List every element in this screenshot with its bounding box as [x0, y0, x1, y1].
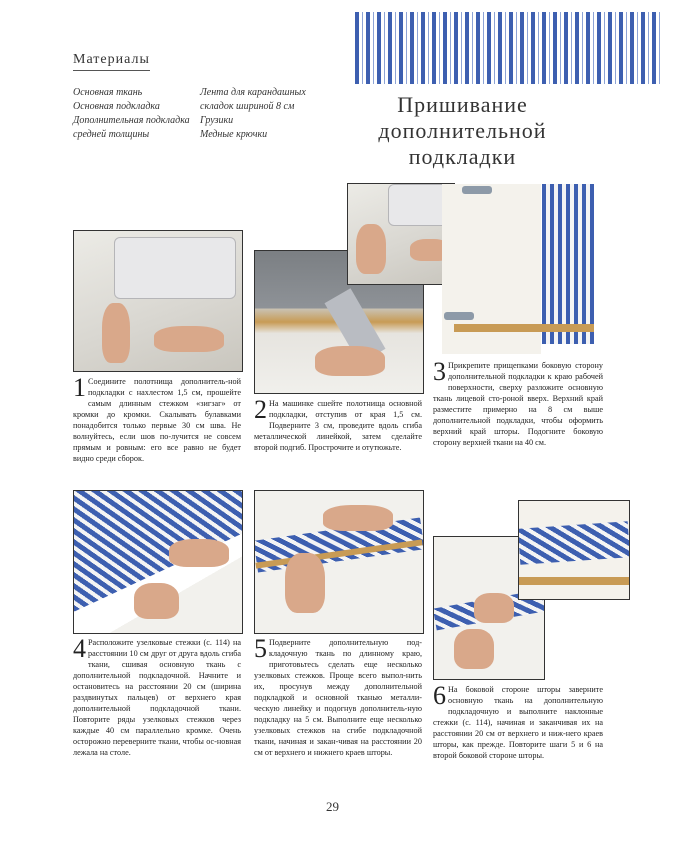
hand-image: [323, 505, 393, 531]
step2-inset-photo: [347, 183, 455, 285]
step5-caption: [254, 634, 422, 758]
material-item: Грузики: [200, 115, 234, 126]
table-edge-image: [519, 577, 629, 585]
step-text: Прикрепите прищепками боковую сторону дополнительной подкладки к краю рабочей поверхности, сверху разложите основную ткань лицевой сто-роной вверх. Верхний край разместите примерно на 8 см выше дополнительной подкладки, чтобы оформить верхний край шторы. Подогните боковую сторону верхней ткани на 40 см.: [433, 361, 603, 447]
hand-image: [474, 593, 514, 623]
hand-image: [356, 224, 386, 274]
page-title: [340, 92, 585, 170]
step-number: 4: [73, 634, 86, 663]
step4-caption: [73, 634, 241, 758]
materials-heading: Материалы: [73, 52, 150, 71]
title-line: подкладки: [408, 144, 517, 169]
step3-caption: [433, 357, 603, 448]
step2-caption: [254, 395, 422, 453]
step-text: Соедините полотнища дополнитель-ной подкладки с нахлестом 1,5 см, прошейте самым длинным стежком «зигзаг» от кромки до кромки. Скалывать булавками понадобится только первые 30 см шва. Не волнуйтесь, если шов по-лучится не совсем прямым и ровным: его все равно не будет видно среди сборок.: [73, 377, 241, 463]
step6-caption: [433, 681, 603, 761]
hand-image: [134, 583, 179, 619]
hand-image: [315, 346, 385, 376]
hand-image: [454, 629, 494, 669]
material-item: складок шириной 8 см: [200, 101, 295, 112]
hand-image: [154, 326, 224, 352]
material-item: Лента для карандашных: [200, 87, 306, 98]
material-item: Дополнительная подкладка: [73, 115, 190, 126]
table-edge-image: [454, 324, 594, 332]
step6-inset-photo: [518, 500, 630, 600]
hand-image: [285, 553, 325, 613]
step5-photo: [254, 490, 424, 634]
step-number: 5: [254, 634, 267, 663]
sewing-machine-image: [114, 237, 236, 299]
step-text: На боковой стороне шторы заверните основную ткань на дополнительную подкладочную и выполните наклонные стежки (с. 114), начиная и заканчивая их на расстоянии 20 см от верхнего и ниж-него краев шторы, как прежде. Повторите шаги 5 и 6 на второй боковой стороне шторы.: [433, 685, 603, 760]
step-number: 2: [254, 395, 267, 424]
title-line: Пришивание: [397, 92, 528, 117]
materials-list-left: [73, 86, 198, 142]
title-line: дополнительной: [378, 118, 547, 143]
step3-photo: [442, 184, 602, 354]
striped-fabric-image: [542, 184, 594, 344]
clip-image: [444, 312, 474, 320]
hand-image: [169, 539, 229, 567]
materials-list-right: [200, 86, 310, 142]
step-number: 1: [73, 373, 86, 402]
step-text: Подверните дополнительную под-кладочную ткань по длинному краю, приготовьтесь сделать еще несколько узелковых стежков. Проще всего выпол-нить их, просунув между дополнительной подкладкой и основной тканью металли-ческую линейку и подогнув дополнитель-ную подкладку на 5 см. Выполните еще несколько узелковых стежков на сгибе подкладочной ткани, начиная и закан-чивая на расстоянии 20 см от верхнего и нижнего краев шторы.: [254, 638, 422, 757]
material-item: средней толщины: [73, 129, 150, 140]
header-stripe-decoration: [355, 12, 663, 84]
step-number: 6: [433, 681, 446, 710]
material-item: Медные крючки: [200, 129, 268, 140]
step1-photo: [73, 230, 243, 372]
page-number: 29: [326, 799, 339, 814]
step-text: Расположите узелковые стежки (с. 114) на расстоянии 10 см друг от друга вдоль сгиба ткани, сшивая основную ткань с дополнительной подкладочной. Начните и остановитесь на расстоянии 20 см (ширина раздвинутых пальцев) от верхнего края дополнительной подкладочной ткани. Повторите ряды узелковых стежков через каждые 40 см параллельно кромке. Очень осторожно переверните ткани, чтобы ос-новная лежала на столе.: [73, 638, 241, 757]
material-item: Основная подкладка: [73, 101, 160, 112]
step-text: На машинке сшейте полотнища основной подкладки, отступив от края 1,5 см. Подверните 3 см, проведите вдоль сгиба металлической линейкой, затем сделайте второй подгиб. Прострочите и отутюжьте.: [254, 399, 422, 452]
striped-fabric-image: [518, 521, 630, 565]
material-item: Основная ткань: [73, 87, 143, 98]
clip-image: [462, 186, 492, 194]
hand-image: [102, 303, 130, 363]
step-number: 3: [433, 357, 446, 386]
step4-photo: [73, 490, 243, 634]
step1-caption: [73, 373, 241, 464]
